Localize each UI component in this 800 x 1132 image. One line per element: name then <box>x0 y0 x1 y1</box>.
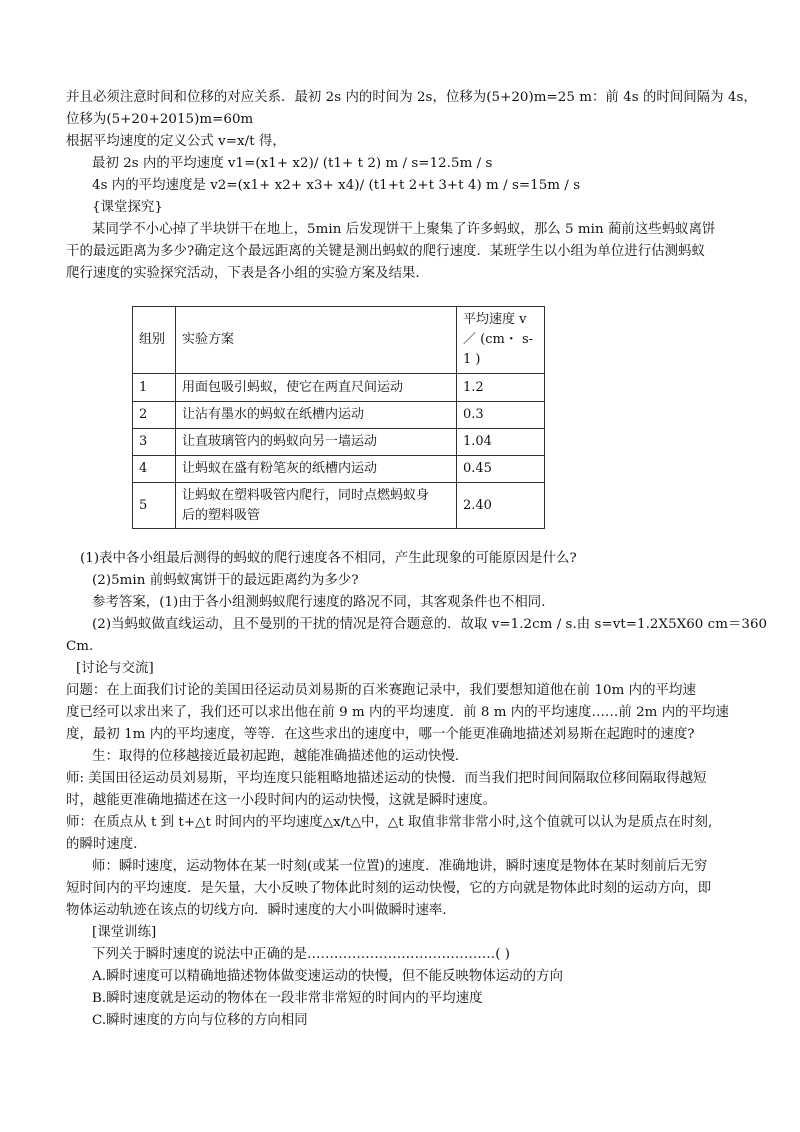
cell-plan <box>176 483 457 529</box>
cell-speed: 0.45 <box>457 456 545 483</box>
cell-group: 2 <box>133 402 176 429</box>
cell-plan-line-1: 让蚂蚁在塑料吸管内爬行，同时点燃蚂蚁身 <box>182 487 430 503</box>
avg-speed-2s: 最初 2s 内的平均速度 v1=(x1+ x2)/ (t1+ t 2) m / s=12.5m / s <box>92 156 493 171</box>
cell-plan: 让直玻璃管内的蚂蚁向另一墙运动 <box>176 429 457 456</box>
cell-group: 3 <box>133 429 176 456</box>
discussion-question-line-3: 度，最初 1m 内的平均速度，等等．在这些求出的速度中，哪一个能更准确地描述刘易斯在起跑时的速度? <box>66 727 695 742</box>
option-c: C.瞬时速度的方向与位移的方向相同 <box>92 1013 308 1028</box>
teacher-remark-3-line-2: 短时间内的平均速度．是矢量，大小反映了物体此时刻的运动快慢，它的方向就是物体此时刻的运动方向，即 <box>66 881 712 896</box>
explore-paragraph-line-3: 爬行速度的实验探究活动，下表是各小组的实验方案及结果． <box>66 266 429 281</box>
table-header-row <box>133 307 545 374</box>
header-speed-line-1: 平均速度 v <box>463 312 527 327</box>
question-1: (1)表中各小组最后测得的蚂蚁的爬行速度各不相同，产生此现象的可能原因是什么? <box>80 551 577 566</box>
intro-line-2: 位移为(5+20+2015)m=60m <box>66 112 254 127</box>
table-row <box>133 402 545 429</box>
cell-plan: 让蚂蚁在盛有粉笔灰的纸槽内运动 <box>176 456 457 483</box>
table-row <box>133 374 545 402</box>
cell-speed: 0.3 <box>457 402 545 429</box>
answer-2-line-2: Cm. <box>66 639 94 654</box>
header-speed <box>457 307 545 374</box>
option-b: B.瞬时速度就是运动的物体在一段非常非常短的时间内的平均速度 <box>92 991 483 1006</box>
option-a: A.瞬时速度可以精确地描述物体做变速运动的快慢，但不能反映物体运动的方向 <box>92 969 564 984</box>
header-speed-line-3: 1 ) <box>463 352 481 367</box>
student-answer: 生：取得的位移越接近最初起跑，越能准确描述他的运动快慢． <box>92 749 469 764</box>
table-row <box>133 429 545 456</box>
header-group: 组别 <box>133 307 176 374</box>
question-2: (2)5min 前蚂蚁寓饼干的最远距离约为多少? <box>92 573 359 588</box>
intro-line-3: 根据平均速度的定义公式 v=x/t 得， <box>66 134 286 149</box>
teacher-remark-1-line-1: 师: 美国田径运动员刘易斯，平均连度只能粗略地描述运动的快慢．而当我们把时间间隔取位移间隔取得越短 <box>66 771 707 786</box>
cell-speed: 1.2 <box>457 374 545 402</box>
cell-plan: 用面包吸引蚂蚁，使它在两直尺间运动 <box>176 374 457 402</box>
answer-2-line-1: (2)当蚂蚁做直线运动，且不曼别的干扰的情况是符合题意的．故取 v=1.2cm / s.由 s=vt=1.2X5X60 cm＝360 <box>92 617 768 632</box>
teacher-remark-3-line-3: 物体运动轨迹在该点的切线方向．瞬时速度的大小叫做瞬时速率． <box>66 903 456 918</box>
discussion-question-line-2: 度已经可以求出来了，我们还可以求出他在前 9 m 内的平均速度．前 8 m 内的平均速度……前 2m 内的平均速 <box>66 705 729 720</box>
explore-paragraph-line-2: 干的最远距离为多少?确定这个最远距离的关键是测出蚂蚁的爬行速度．某班学生以小组为单位进行估测蚂蚁 <box>66 244 705 259</box>
header-speed-line-2: ／ (cm・ s- <box>463 332 534 347</box>
section-heading-explore: {课堂探究} <box>92 200 163 215</box>
discussion-question-line-1: 问题：在上面我们讨论的美国田径运动员刘易斯的百米赛跑记录中，我们要想知道他在前 10m 内的平均速 <box>66 683 696 698</box>
cell-plan-line-2: 后的塑料吸管 <box>182 507 261 523</box>
cell-speed: 1.04 <box>457 429 545 456</box>
cell-group: 4 <box>133 456 176 483</box>
section-heading-training: [课堂训练] <box>92 925 157 940</box>
table-row <box>133 483 545 529</box>
teacher-remark-2-line-1: 师：在质点从 t 到 t+△t 时间内的平均速度△x/t△中，△t 取值非常非常小时,这个值就可以认为是质点在时刻, <box>66 815 713 830</box>
teacher-remark-2-line-2: 的瞬时速度． <box>66 837 147 852</box>
cell-group: 1 <box>133 374 176 402</box>
teacher-remark-3-line-1: 师：瞬时速度，运动物体在某一时刻(或某一位置)的速度．准确地讲，瞬时速度是物体在某时刻前后无穷 <box>92 859 708 874</box>
explore-paragraph-line-1: 某同学不小心掉了半块饼干在地上，5min 后发现饼干上聚集了许多蚂蚁，那么 5 min 蔺前这些蚂蚁离饼 <box>92 222 716 237</box>
header-plan: 实验方案 <box>176 307 457 374</box>
answer-1: 参考答案，(1)由于各小组测蚂蚁爬行速度的路况不同，其客观条件也不相同． <box>92 595 555 610</box>
cell-plan: 让沾有墨水的蚂蚁在纸槽内运动 <box>176 402 457 429</box>
training-question: 下列关于瞬时速度的说法中正确的是……………………………………( ) <box>92 947 511 962</box>
table-row <box>133 456 545 483</box>
section-heading-discussion: [讨论与交流] <box>76 661 154 676</box>
cell-speed: 2.40 <box>457 483 545 529</box>
experiment-table <box>132 306 545 529</box>
cell-group: 5 <box>133 483 176 529</box>
avg-speed-4s: 4s 内的平均速度是 v2=(x1+ x2+ x3+ x4)/ (t1+t 2+t 3+t 4) m / s=15m / s <box>92 178 581 193</box>
intro-line-1: 并且必须注意时间和位移的对应关系．最初 2s 内的时间为 2s，位移为(5+20)m=25 m：前 4s 的时间间隔为 4s， <box>66 90 757 105</box>
teacher-remark-1-line-2: 时，越能更准确地描述在这一小段时间内的运动快慢，这就是瞬时速度。 <box>66 793 497 808</box>
